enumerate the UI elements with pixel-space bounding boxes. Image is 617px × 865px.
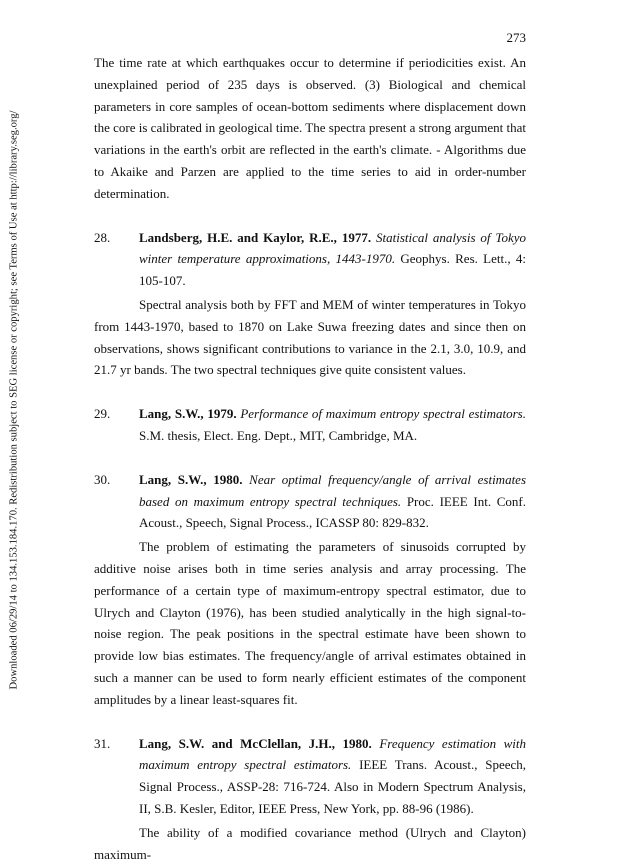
reference-abstract: Spectral analysis both by FFT and MEM of winter temperatures in Tokyo from 1443-1970, based to 1870 on Lake Suwa freezing dates and since then on observations, shows significant contributions to variance in the 2.1, 3.0, 10.9, and 21.7 yr bands. The two spectral techniques give quite consistent values. [94,296,526,378]
reference-entry-28 [94,227,526,382]
reference-title: Performance of maximum entropy spectral estimators. [240,406,526,422]
reference-number: 30. [94,471,111,487]
reference-authors: Lang, S.W., 1979. [139,406,237,422]
download-notice-text: Downloaded 06/29/14 to 134.153.184.170. Redistribution subject to SEG license or copyright; see Terms of Use at http://library.seg.org/ [8,110,20,690]
reference-heading [94,469,526,534]
reference-entry-31 [94,733,526,865]
reference-heading [94,227,526,292]
reference-title: Statistical analysis of Tokyo winter temperature approximations, 1443-1970. [139,229,526,267]
reference-entry-30 [94,469,526,711]
reference-citation: IEEE Trans. Acoust., Speech, Signal Process., ASSP-28: 716-724. Also in Modern Spectrum Analysis, II, S.B. Kesler, Editor, IEEE Press, New York, pp. 88-96 (1986). [139,757,527,816]
reference-title: Near optimal frequency/angle of arrival estimates based on maximum entropy spectral techniques. [139,471,527,509]
reference-citation: S.M. thesis, Elect. Eng. Dept., MIT, Cambridge, MA. [139,427,418,443]
reference-heading [94,733,526,820]
document-body [94,52,526,865]
reference-abstract: The problem of estimating the parameters of sinusoids corrupted by additive noise arises both in time series analysis and array processing. The performance of a certain type of maximum-entropy spectral estimator, due to Ulrych and Clayton (1976), has been studied analytically in the high signal-to-noise region. The peak positions in the spectral estimate have been shown to provide low bias estimates. The frequency/angle of arrival estimates obtained in such a manner can be used to form nearly efficient estimates of the component amplitudes by a linear least-squares fit. [94,539,526,707]
reference-authors: Lang, S.W., 1980. [139,471,243,487]
reference-authors: Landsberg, H.E. and Kaylor, R.E., 1977. [139,229,372,245]
page-number: 273 [506,30,526,45]
reference-number: 31. [94,735,111,751]
intro-paragraph: The time rate at which earthquakes occur to determine if periodicities exist. An unexplained period of 235 days is observed. (3) Biological and chemical parameters in core samples of ocean-bottom sediments where displacement down the core is calibrated in geological time. The spectra present a strong argument that variations in the earth's orbit are reflected in the earth's climate. - Algorithms due to Akaike and Parzen are applied to the time series to aid in order-number determination. [94,55,526,201]
reference-abstract: The ability of a modified covariance method (Ulrych and Clayton) maximum- [94,824,526,862]
reference-authors: Lang, S.W. and McClellan, J.H., 1980. [139,735,372,751]
reference-heading [94,403,526,447]
reference-citation: Proc. IEEE Int. Conf. Acoust., Speech, Signal Process., ICASSP 80: 829-832. [139,493,526,531]
reference-number: 29. [94,406,111,422]
reference-entry-29 [94,403,526,447]
reference-citation: Geophys. Res. Lett., 4: 105-107. [139,251,527,289]
reference-title: Frequency estimation with maximum entropy spectral estimators. [139,735,526,773]
reference-number: 28. [94,229,111,245]
